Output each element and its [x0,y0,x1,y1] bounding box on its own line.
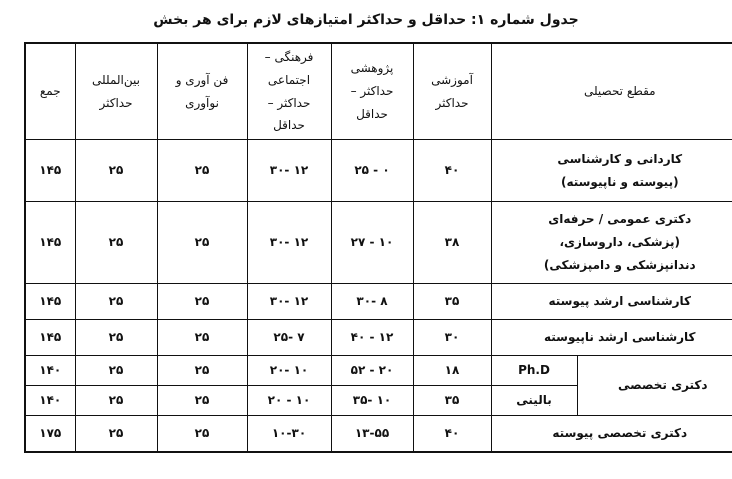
section-cell [491,416,732,452]
research-cell: ۱۰ -۳۵ [331,386,413,416]
cultural-cell: ۱۰ - ۲۰ [247,386,331,416]
research-cell: ۱۰ - ۲۷ [331,202,413,284]
international-cell: ۲۵ [75,416,157,452]
header-cultural [247,43,331,140]
education-cell: ۱۸ [413,356,491,386]
section-line: دکتری تخصصی [617,378,708,393]
section-line: کارشناسی ارشد پیوسته [548,294,692,309]
header-research-line: حداکثر – [350,84,394,99]
section-line: (پزشکی، داروسازی، [559,235,681,250]
header-education-line: حداکثر [435,95,469,110]
research-cell: ۲۰ - ۵۲ [331,356,413,386]
international-cell: ۲۵ [75,140,157,202]
header-international-line: بین‌المللی [92,72,140,87]
cultural-cell: ۱۲ -۳۰ [247,140,331,202]
header-section: مقطع تحصیلی [491,43,732,140]
international-cell: ۲۵ [75,284,157,320]
section-cell [491,320,732,356]
education-cell: ۳۸ [413,202,491,284]
header-cultural-line: فرهنگی – [264,50,314,64]
header-innovation [157,43,247,140]
subtype-cell: بالینی [491,386,577,416]
cultural-cell: ۱۰-۳۰ [247,416,331,452]
international-cell: ۲۵ [75,386,157,416]
header-cultural-line: اجتماعی [267,72,311,87]
table-caption: جدول شماره ۱: حداقل و حداکثر امتیازهای لازم برای هر بخش [153,12,579,28]
education-cell: ۴۰ [413,140,491,202]
table-row [25,416,732,452]
header-total: جمع [25,43,75,140]
research-cell: ۱۲ - ۴۰ [331,320,413,356]
header-education [413,43,491,140]
section-cell [491,284,732,320]
section-line: کارشناسی ارشد ناپیوسته [543,330,696,345]
education-cell: ۳۰ [413,320,491,356]
header-international-line: حداکثر [99,95,133,110]
total-cell: ۱۷۵ [25,416,75,452]
table-row [25,284,732,320]
total-cell: ۱۴۵ [25,320,75,356]
table-row [25,356,732,386]
section-cell [491,202,732,284]
research-cell: ۱۳-۵۵ [331,416,413,452]
education-cell: ۳۵ [413,386,491,416]
cultural-cell: ۱۲ -۳۰ [247,284,331,320]
total-cell: ۱۴۵ [25,140,75,202]
section-line: (پیوسته و ناپیوسته) [560,174,679,189]
table-row [25,202,732,284]
research-cell: ۸ -۳۰ [331,284,413,320]
section-cell [491,140,732,202]
innovation-cell: ۲۵ [157,202,247,284]
header-education-line: آموزشی [431,72,473,87]
score-table [24,42,732,453]
international-cell: ۲۵ [75,356,157,386]
education-cell: ۴۰ [413,416,491,452]
header-innovation-line: نوآوری [185,95,219,110]
total-cell: ۱۴۵ [25,202,75,284]
section-line: دندانپزشکی و دامپزشکی) [543,258,696,273]
header-research-line: پژوهشی [350,61,394,76]
cultural-cell: ۷ -۲۵ [247,320,331,356]
total-cell: ۱۴۰ [25,356,75,386]
innovation-cell: ۲۵ [157,386,247,416]
header-row [25,43,732,140]
section-line: دکتری تخصصی پیوسته [552,426,688,441]
education-cell: ۳۵ [413,284,491,320]
subtype-cell: Ph.D [491,356,577,386]
innovation-cell: ۲۵ [157,320,247,356]
cultural-cell: ۱۰ -۲۰ [247,356,331,386]
table-row [25,320,732,356]
table-row [25,140,732,202]
section-cell [577,356,732,416]
international-cell: ۲۵ [75,320,157,356]
header-cultural-line: حداکثر – حداقل [267,95,311,133]
cultural-cell: ۱۲ -۳۰ [247,202,331,284]
header-innovation-line: فن آوری و [175,72,229,87]
innovation-cell: ۲۵ [157,140,247,202]
innovation-cell: ۲۵ [157,416,247,452]
total-cell: ۱۴۰ [25,386,75,416]
header-research-line: حداقل [356,106,388,121]
header-research [331,43,413,140]
research-cell: ۰ - ۲۵ [331,140,413,202]
section-line: کاردانی و کارشناسی [557,151,683,166]
innovation-cell: ۲۵ [157,356,247,386]
international-cell: ۲۵ [75,202,157,284]
innovation-cell: ۲۵ [157,284,247,320]
total-cell: ۱۴۵ [25,284,75,320]
header-international [75,43,157,140]
section-line: دکتری عمومی / حرفه‌ای [548,212,692,227]
